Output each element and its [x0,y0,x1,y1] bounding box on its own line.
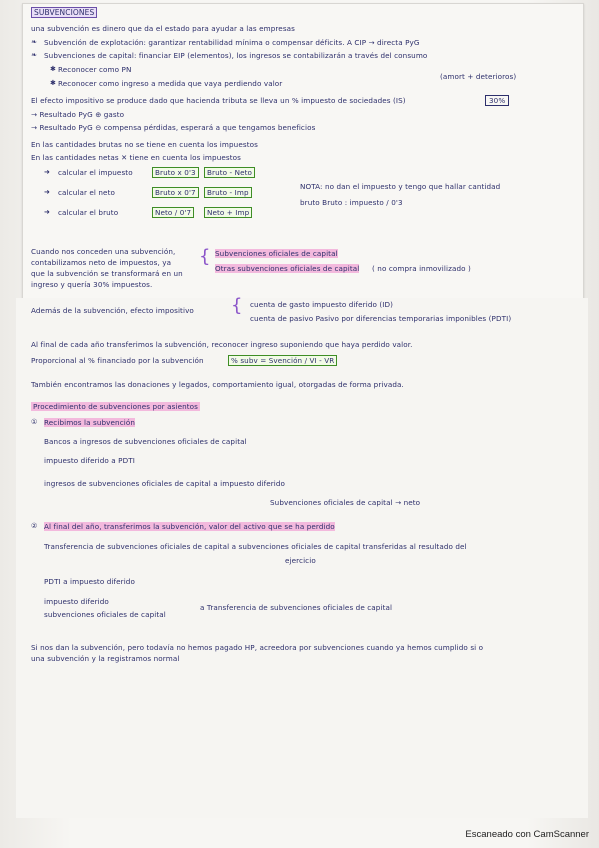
resultado-negativo: → Resultado PyG ⊖ compensa pérdidas, esperará a que tengamos beneficios [31,123,316,132]
bullet-icon: ✱ [50,79,56,87]
conceden-line-4: ingreso y quería 30% impuestos. [31,280,153,289]
entry-subv-oficiales: subvenciones oficiales de capital [44,610,166,619]
sub-bullet-ingreso: Reconocer como ingreso a medida que vaya perdiendo valor [58,79,283,88]
subv-oficiales-capital: Subvenciones oficiales de capital [215,249,338,258]
efecto-impositivo-line: El efecto impositivo se produce dado que hacienda tributa se lleva un % impuesto de sociedades (IS) [31,96,406,105]
entry-ejercicio: ejercicio [285,556,316,565]
bullet-icon: ✱ [50,65,56,73]
arrow-icon: ➜ [44,188,50,196]
entry-imp-diferido: impuesto diferido [44,597,109,606]
entry-impuesto-diferido: impuesto diferido a PDTI [44,456,135,465]
conceden-line-1: Cuando nos conceden una subvención, [31,247,176,256]
entry-ingresos-subv: ingresos de subvenciones oficiales de capital a impuesto diferido [44,479,286,488]
entry-transferencia-destino: a Transferencia de subvenciones oficiales de capital [200,603,393,612]
step1-title: Recibimos la subvención [44,418,136,427]
bullet-icon: ❧ [31,38,37,46]
cuenta-gasto: cuenta de gasto impuesto diferido (ID) [250,300,394,309]
section-heading: Procedimiento de subvenciones por asientos [33,402,199,411]
brace-icon: { [199,246,211,267]
si-nos-dan-line-2: una subvención y la registramos normal [31,654,180,663]
arrow-icon: ➜ [44,168,50,176]
arrow-icon: ➜ [44,208,50,216]
step-number-icon: ① [31,418,38,426]
entry-pdti: PDTI a impuesto diferido [44,577,135,586]
final-ano-line: Al final de cada año transferimos la subvención, reconocer ingreso suponiendo que haya perdido valor. [31,340,413,349]
side-note: (amort + deterioros) [440,72,517,81]
camscanner-watermark: Escaneado con CamScanner [465,829,589,840]
conceden-line-3: que la subvención se transformará en un [31,269,183,278]
calc-neto-formula-b: Bruto - Imp [204,187,252,198]
proporcional-line: Proporcional al % financiado por la subvención [31,356,204,365]
si-nos-dan-line-1: Si nos dan la subvención, pero todavía no hemos pagado HP, acreedora por subvenciones cuando ya hemos cumplido si o [31,643,484,652]
donaciones-line: También encontramos las donaciones y legados, comportamiento igual, otorgadas de forma privada. [31,380,404,389]
step-number-icon: ② [31,522,38,530]
nota-line-1: NOTA: no dan el impuesto y tengo que hallar cantidad [300,182,501,191]
sub-bullet-pn: Reconocer como PN [58,65,132,74]
calc-impuesto-formula-a: Bruto x 0'3 [152,167,199,178]
calc-bruto-formula-b: Neto + Imp [204,207,252,218]
ademas-line: Además de la subvención, efecto impositivo [31,306,194,315]
no-compra-note: ( no compra inmovilizado ) [372,264,471,273]
page-title: SUBVENCIONES [31,7,97,18]
cuenta-pasivo: cuenta de pasivo Pasivo por diferencias temporarias imponibles (PDTI) [250,314,512,323]
step2-title: Al final del año, transferimos la subvención, valor del activo que se ha perdido [44,522,335,531]
entry-bancos: Bancos a ingresos de subvenciones oficiales de capital [44,437,247,446]
brace-icon: { [231,295,243,316]
nota-line-2: bruto Bruto : impuesto / 0'3 [300,198,403,207]
calc-impuesto-formula-b: Bruto - Neto [204,167,255,178]
cantidades-netas: En las cantidades netas ✕ tiene en cuenta los impuestos [31,153,241,162]
bullet-icon: ❧ [31,51,37,59]
calc-bruto-formula-a: Neto / 0'7 [152,207,194,218]
bullet-explotacion: Subvención de explotación: garantizar rentabilidad mínima o compensar déficits. A CIP → directa PyG [44,38,420,47]
bullet-capital: Subvenciones de capital: financiar EIP (elementos), los ingresos se contabilizarán a través del consumo [44,51,428,60]
resultado-positivo: → Resultado PyG ⊕ gasto [31,110,125,119]
calc-impuesto-label: calcular el impuesto [58,168,133,177]
conceden-line-2: contabilizamos neto de impuestos, ya [31,258,172,267]
tax-rate-box: 30% [485,95,509,106]
calc-bruto-label: calcular el bruto [58,208,119,217]
entry-transferencia: Transferencia de subvenciones oficiales de capital a subvenciones oficiales de capital transferidas al resultado del [44,542,467,551]
cantidades-brutas: En las cantidades brutas no se tiene en cuenta los impuestos [31,140,258,149]
intro-line: una subvención es dinero que da el estado para ayudar a las empresas [31,24,296,33]
porcentaje-subv-formula: % subv = Svención / VI - VR [228,355,337,366]
calc-neto-label: calcular el neto [58,188,115,197]
entry-subv-neto: Subvenciones oficiales de capital → neto [270,498,421,507]
calc-neto-formula-a: Bruto x 0'7 [152,187,199,198]
otras-subv-oficiales: Otras subvenciones oficiales de capital [215,264,360,273]
